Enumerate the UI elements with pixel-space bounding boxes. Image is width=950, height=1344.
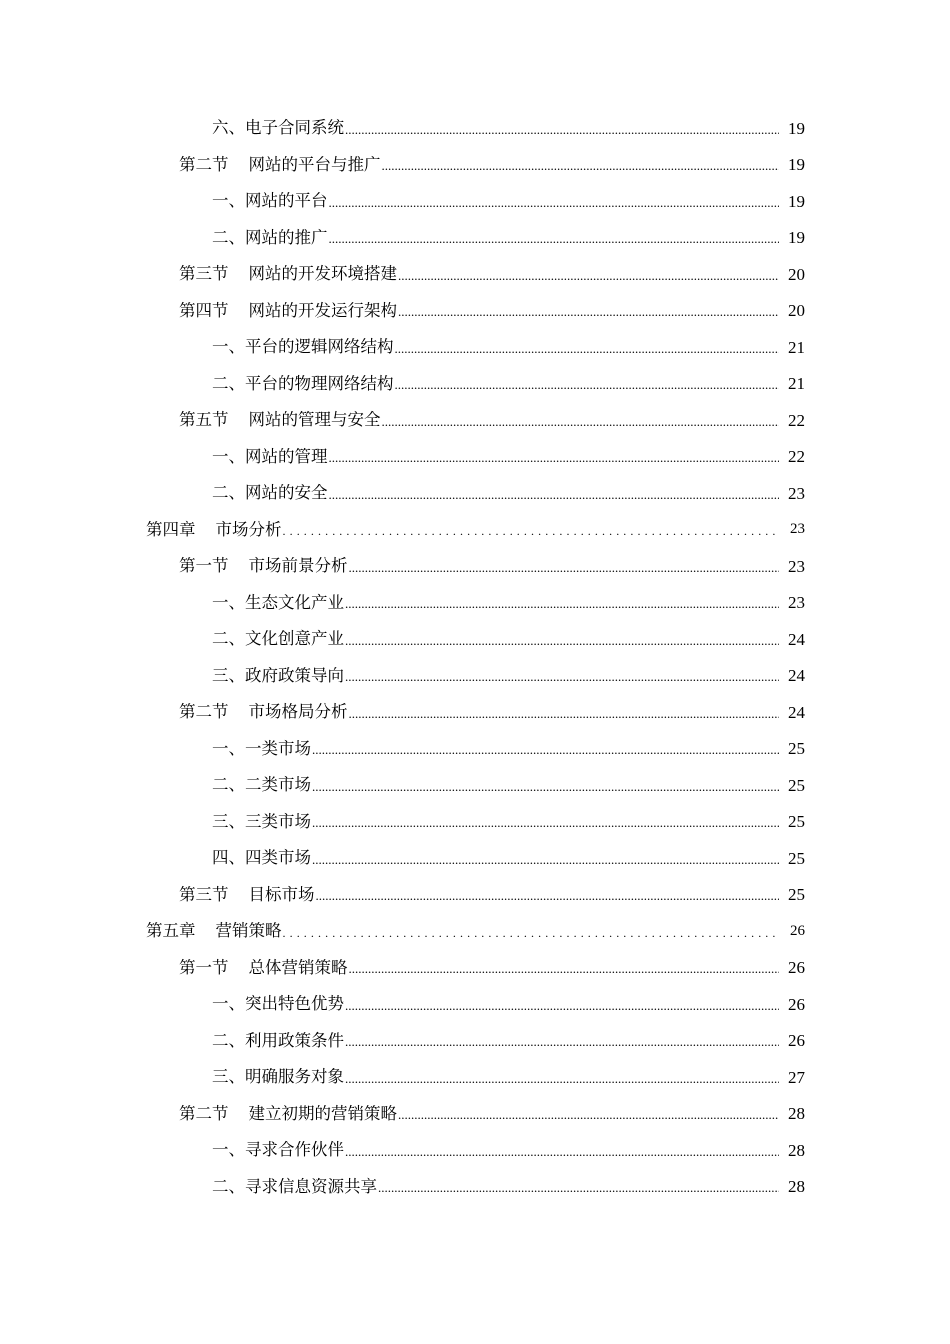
toc-dot-leader — [398, 303, 779, 320]
toc-subsection-entry[interactable] — [0, 840, 950, 877]
toc-subsection-entry[interactable] — [0, 1023, 950, 1060]
toc-entry-title — [212, 373, 395, 393]
toc-dot-leader — [283, 923, 780, 940]
toc-page-number: 26 — [788, 1031, 805, 1051]
toc-subsection-entry[interactable] — [0, 731, 950, 768]
toc-dot-leader — [398, 1106, 779, 1123]
toc-entry-title — [212, 1030, 345, 1050]
toc-entry-text: 电子合同系统 — [245, 118, 344, 137]
toc-dot-leader — [312, 850, 779, 867]
toc-entry-title — [212, 665, 345, 685]
toc-entry-prefix: 第四节 — [179, 300, 229, 320]
toc-chapter-entry[interactable] — [0, 512, 950, 549]
toc-entry-prefix: 二、 — [212, 1030, 245, 1050]
toc-page-number: 23 — [788, 483, 805, 503]
toc-dot-leader — [395, 376, 780, 393]
toc-subsection-entry[interactable] — [0, 585, 950, 622]
toc-page-number: 24 — [788, 629, 805, 649]
toc-entry-title — [212, 631, 345, 648]
toc-entry-title — [212, 850, 312, 867]
toc-entry-text: 政府政策导向 — [245, 665, 344, 685]
toc-subsection-entry[interactable] — [0, 475, 950, 512]
toc-entry-prefix: 第五节 — [179, 410, 229, 429]
toc-entry-text: 文化创意产业 — [245, 629, 344, 648]
toc-entry-prefix: 四、 — [212, 848, 245, 867]
toc-entry-title — [212, 446, 329, 466]
toc-subsection-entry[interactable] — [0, 1132, 950, 1169]
toc-dot-leader — [329, 230, 780, 247]
toc-entry-prefix: 一、 — [212, 592, 245, 612]
toc-entry-prefix: 一、 — [212, 337, 245, 356]
toc-entry-text: 利用政策条件 — [245, 1030, 344, 1050]
toc-page-number: 24 — [788, 702, 805, 722]
toc-entry-text: 市场前景分析 — [248, 556, 348, 575]
toc-entry-text: 目标市场 — [248, 884, 315, 904]
toc-dot-leader — [345, 595, 779, 612]
toc-entry-prefix: 三、 — [212, 665, 245, 685]
toc-entry-prefix: 第五章 — [146, 921, 196, 940]
toc-page-number: 28 — [788, 1104, 805, 1124]
toc-entry-prefix: 第一节 — [179, 957, 229, 977]
toc-entry-text: 网站的安全 — [245, 483, 328, 502]
toc-dot-leader — [382, 157, 780, 174]
toc-subsection-entry[interactable] — [0, 220, 950, 257]
toc-section-entry[interactable] — [0, 402, 950, 439]
toc-page-number: 22 — [788, 410, 805, 430]
toc-entry-prefix: 三、 — [212, 1067, 245, 1086]
toc-entry-text: 网站的开发运行架构 — [248, 300, 397, 320]
toc-entry-text: 网站的开发环境搭建 — [248, 264, 397, 283]
toc-entry-title — [212, 738, 312, 758]
toc-dot-leader — [312, 741, 779, 758]
toc-entry-prefix: 第二节 — [179, 702, 229, 721]
toc-entry-title — [146, 923, 283, 940]
toc-entry-prefix: 二、 — [212, 373, 245, 393]
toc-entry-title — [212, 227, 329, 247]
toc-dot-leader — [312, 814, 779, 831]
toc-page-number: 21 — [788, 337, 805, 357]
toc-page-number: 28 — [788, 1140, 805, 1160]
toc-dot-leader — [345, 668, 779, 685]
toc-section-entry[interactable] — [0, 548, 950, 585]
toc-entry-title — [146, 519, 283, 539]
toc-page-number: 25 — [788, 812, 805, 832]
toc-section-entry[interactable] — [0, 256, 950, 293]
toc-subsection-entry[interactable] — [0, 439, 950, 476]
toc-entry-prefix: 第四章 — [146, 519, 196, 539]
toc-subsection-entry[interactable] — [0, 1059, 950, 1096]
toc-page-number: 25 — [788, 775, 805, 795]
toc-entry-title — [179, 558, 349, 575]
toc-dot-leader — [395, 339, 780, 356]
toc-entry-title — [212, 1176, 378, 1196]
toc-entry-text: 网站的平台与推广 — [248, 154, 381, 174]
toc-entry-title — [179, 300, 398, 320]
toc-dot-leader — [329, 485, 780, 502]
toc-section-entry[interactable] — [0, 1096, 950, 1133]
toc-subsection-entry[interactable] — [0, 329, 950, 366]
toc-page-number: 25 — [788, 885, 805, 905]
toc-entry-title — [212, 120, 345, 137]
toc-entry-prefix: 一、 — [212, 1140, 245, 1159]
toc-entry-title — [212, 1142, 345, 1159]
toc-entry-prefix: 一、 — [212, 191, 245, 210]
toc-entry-text: 市场格局分析 — [248, 702, 348, 721]
toc-page-number: 23 — [790, 521, 805, 538]
toc-section-entry[interactable] — [0, 877, 950, 914]
toc-page-number: 25 — [788, 848, 805, 868]
toc-entry-text: 平台的物理网络结构 — [245, 373, 394, 393]
toc-entry-text: 建立初期的营销策略 — [248, 1103, 397, 1123]
toc-dot-leader — [316, 887, 780, 904]
toc-entry-title — [179, 1103, 398, 1123]
toc-dot-leader — [312, 777, 779, 794]
toc-dot-leader — [345, 1033, 779, 1050]
toc-entry-title — [179, 704, 349, 721]
toc-entry-prefix: 第二节 — [179, 1103, 229, 1123]
toc-entry-text: 平台的逻辑网络结构 — [245, 337, 394, 356]
toc-entry-title — [212, 996, 345, 1013]
toc-dot-leader — [345, 120, 779, 137]
toc-section-entry[interactable] — [0, 147, 950, 184]
toc-entry-text: 寻求信息资源共享 — [245, 1176, 377, 1196]
toc-section-entry[interactable] — [0, 694, 950, 731]
toc-dot-leader — [345, 996, 779, 1013]
toc-page-number: 19 — [788, 118, 805, 138]
toc-subsection-entry[interactable] — [0, 1169, 950, 1206]
toc-page-number: 27 — [788, 1067, 805, 1087]
toc-entry-prefix: 第三节 — [179, 264, 229, 283]
toc-page-number: 19 — [788, 228, 805, 248]
toc-dot-leader — [349, 704, 780, 721]
toc-section-entry[interactable] — [0, 950, 950, 987]
toc-entry-prefix: 第二节 — [179, 154, 229, 174]
toc-entry-title — [179, 957, 349, 977]
toc-page-number: 24 — [788, 666, 805, 686]
toc-subsection-entry[interactable] — [0, 767, 950, 804]
toc-entry-text: 三类市场 — [245, 811, 311, 831]
toc-entry-prefix: 二、 — [212, 483, 245, 502]
toc-entry-text: 网站的管理与安全 — [248, 410, 381, 429]
toc-entry-text: 突出特色优势 — [245, 994, 344, 1013]
toc-dot-leader — [349, 558, 780, 575]
toc-entry-title — [179, 412, 382, 429]
toc-entry-text: 总体营销策略 — [248, 957, 348, 977]
toc-entry-text: 生态文化产业 — [245, 592, 344, 612]
toc-chapter-entry[interactable] — [0, 913, 950, 950]
toc-entry-prefix: 一、 — [212, 994, 245, 1013]
toc-entry-text: 营销策略 — [215, 921, 282, 940]
toc-entry-title — [212, 485, 329, 502]
toc-dot-leader — [398, 266, 779, 283]
toc-dot-leader — [345, 1142, 779, 1159]
toc-page-number: 25 — [788, 739, 805, 759]
toc-entry-text: 四类市场 — [245, 848, 311, 867]
toc-section-entry[interactable] — [0, 293, 950, 330]
toc-entry-prefix: 二、 — [212, 629, 245, 648]
toc-entry-text: 网站的平台 — [245, 191, 328, 210]
toc-entry-title — [212, 339, 395, 356]
toc-page-number: 23 — [788, 556, 805, 576]
toc-entry-text: 市场分析 — [215, 519, 282, 539]
toc-dot-leader — [329, 449, 780, 466]
toc-page-number: 26 — [788, 958, 805, 978]
toc-entry-prefix: 二、 — [212, 227, 245, 247]
toc-entry-title — [179, 266, 398, 283]
toc-entry-text: 网站的管理 — [245, 446, 328, 466]
toc-entry-text: 一类市场 — [245, 738, 311, 758]
table-of-contents — [0, 110, 950, 1205]
toc-dot-leader — [349, 960, 780, 977]
toc-entry-text: 网站的推广 — [245, 227, 328, 247]
toc-dot-leader — [345, 631, 779, 648]
toc-entry-prefix: 六、 — [212, 118, 245, 137]
toc-page-number: 28 — [788, 1177, 805, 1197]
toc-dot-leader — [378, 1179, 779, 1196]
toc-entry-title — [212, 1069, 345, 1086]
toc-entry-title — [179, 154, 382, 174]
toc-entry-title — [212, 811, 312, 831]
toc-subsection-entry[interactable] — [0, 804, 950, 841]
toc-entry-text: 寻求合作伙伴 — [245, 1140, 344, 1159]
toc-page-number: 20 — [788, 301, 805, 321]
toc-dot-leader — [283, 522, 780, 539]
toc-subsection-entry[interactable] — [0, 183, 950, 220]
toc-subsection-entry[interactable] — [0, 366, 950, 403]
toc-page-number: 26 — [788, 994, 805, 1014]
toc-dot-leader — [345, 1069, 779, 1086]
toc-subsection-entry[interactable] — [0, 658, 950, 695]
toc-page-number: 21 — [788, 374, 805, 394]
toc-page-number: 22 — [788, 447, 805, 467]
toc-page-number: 26 — [790, 922, 805, 939]
toc-subsection-entry[interactable] — [0, 621, 950, 658]
toc-entry-prefix: 一、 — [212, 446, 245, 466]
toc-page-number: 23 — [788, 593, 805, 613]
toc-page-number: 19 — [788, 191, 805, 211]
toc-page-number: 19 — [788, 155, 805, 175]
toc-page-number: 20 — [788, 264, 805, 284]
toc-entry-prefix: 第三节 — [179, 884, 229, 904]
toc-entry-prefix: 二、 — [212, 1176, 245, 1196]
toc-entry-prefix: 第一节 — [179, 556, 229, 575]
toc-dot-leader — [382, 412, 780, 429]
toc-entry-title — [179, 884, 316, 904]
toc-subsection-entry[interactable] — [0, 110, 950, 147]
toc-subsection-entry[interactable] — [0, 986, 950, 1023]
toc-entry-prefix: 三、 — [212, 811, 245, 831]
toc-entry-title — [212, 592, 345, 612]
toc-entry-text: 二类市场 — [245, 775, 311, 794]
toc-dot-leader — [329, 193, 780, 210]
toc-entry-title — [212, 193, 329, 210]
toc-entry-title — [212, 777, 312, 794]
toc-entry-prefix: 二、 — [212, 775, 245, 794]
toc-entry-prefix: 一、 — [212, 738, 245, 758]
toc-entry-text: 明确服务对象 — [245, 1067, 344, 1086]
